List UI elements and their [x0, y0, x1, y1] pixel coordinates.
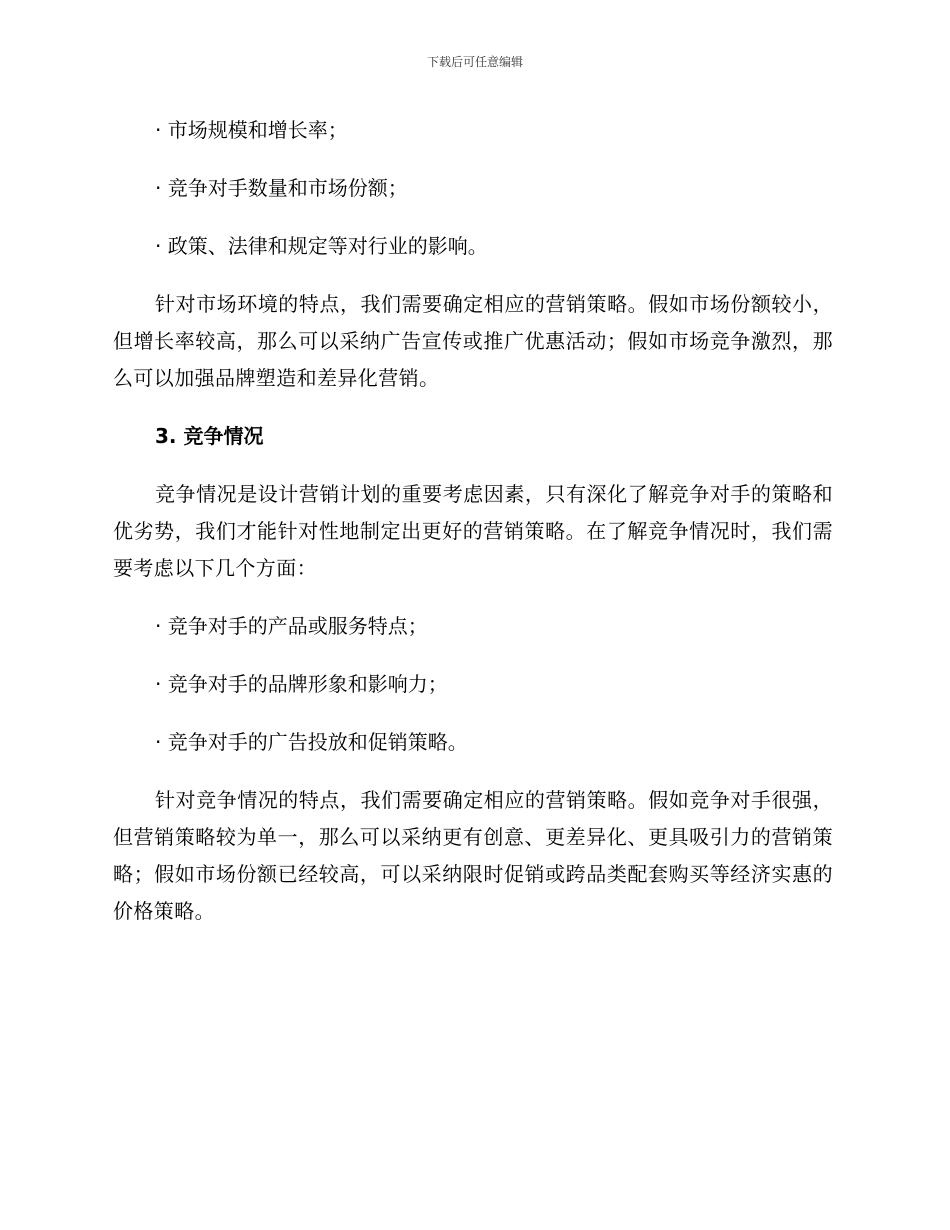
bullet-market-size: · 市场规模和增长率；	[155, 118, 348, 142]
competition-strategy-paragraph: 针对竞争情况的特点，我们需要确定相应的营销策略。假如竞争对手很强，但营销策略较为单一，那么可以采纳更有创意、更差异化、更具吸引力的营销策略；假如市场份额已经较高，可以采纳限时促销或跨品类配套购买等经济实惠的价格策略。	[113, 788, 833, 923]
document-body	[113, 112, 833, 951]
bullet-competitor-count: · 竞争对手数量和市场份额；	[155, 176, 408, 200]
bullet-competitor-brand: · 竞争对手的品牌形象和影响力；	[155, 672, 448, 696]
market-strategy-paragraph: 针对市场环境的特点，我们需要确定相应的营销策略。假如市场份额较小，但增长率较高，那么可以采纳广告宣传或推广优惠活动；假如市场竞争激烈，那么可以加强品牌塑造和差异化营销。	[113, 292, 833, 390]
bullet-competitor-promotion: · 竞争对手的广告投放和促销策略。	[155, 730, 468, 754]
bullet-policy-impact: · 政策、法律和规定等对行业的影响。	[155, 234, 488, 258]
page-header: 下载后可任意编辑	[426, 55, 523, 69]
competition-intro-paragraph: 竞争情况是设计营销计划的重要考虑因素，只有深化了解竞争对手的策略和优劣势，我们才能针对性地制定出更好的营销策略。在了解竞争情况时，我们需要考虑以下几个方面：	[113, 482, 833, 580]
section-heading-competition: 3. 竞争情况	[155, 424, 264, 448]
bullet-competitor-product: · 竞争对手的产品或服务特点；	[155, 614, 428, 638]
